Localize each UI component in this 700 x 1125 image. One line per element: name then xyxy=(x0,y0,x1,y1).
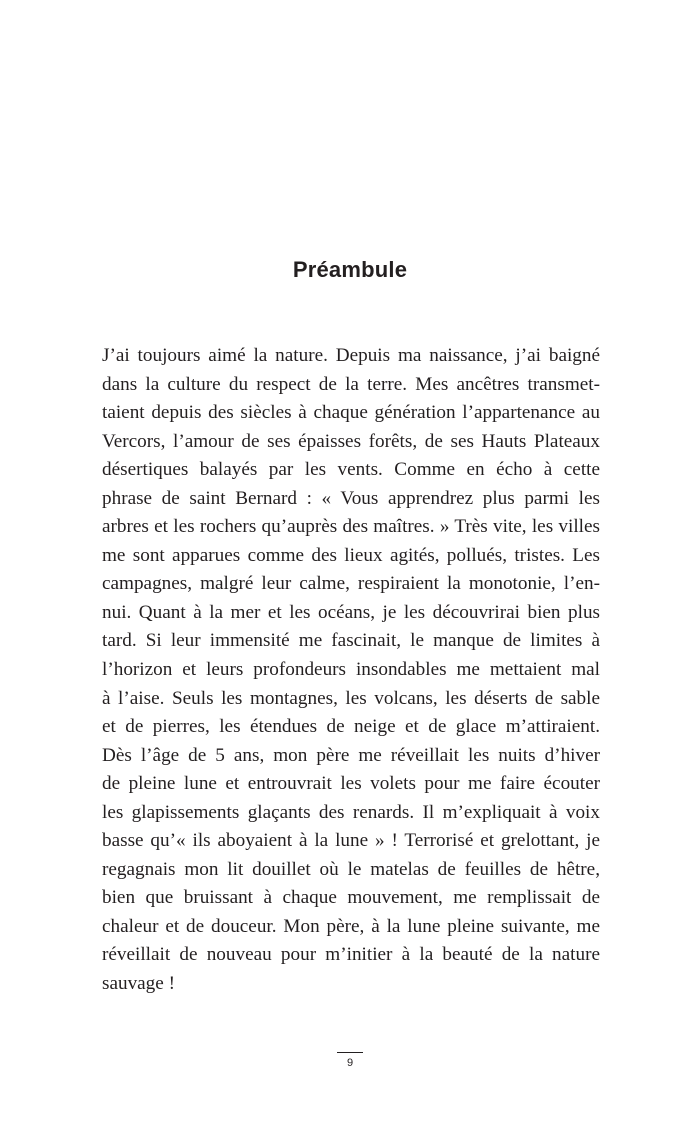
text-line: phrase de saint Bernard : « Vous apprendrez plus parmi les xyxy=(102,487,600,509)
page-number: 9 xyxy=(346,1057,354,1069)
text-line: réveillait de nouveau pour m’initier à la beauté de la nature xyxy=(102,944,600,966)
text-line: basse qu’« ils aboyaient à la lune » ! Terrorisé et grelottant, je xyxy=(102,830,600,852)
text-line: bien que bruissant à chaque mouvement, me remplissait de xyxy=(102,887,600,909)
text-line: désertiques balayés par les vents. Comme en écho à cette xyxy=(102,459,600,481)
text-line: l’horizon et leurs profondeurs insondables me mettaient mal xyxy=(102,659,600,681)
text-line: à l’aise. Seuls les montagnes, les volcans, les déserts de sable xyxy=(102,687,600,709)
text-line: les glapissements glaçants des renards. Il m’expliquait à voix xyxy=(102,801,600,823)
text-line: J’ai toujours aimé la nature. Depuis ma naissance, j’ai baigné xyxy=(102,345,600,366)
text-line: chaleur et de douceur. Mon père, à la lune pleine suivante, me xyxy=(102,915,600,937)
text-line: taient depuis des siècles à chaque génération l’appartenance au xyxy=(102,402,600,424)
text-line: de pleine lune et entrouvrait les volets pour me faire écouter xyxy=(102,773,600,795)
text-line: tard. Si leur immensité me fascinait, le manque de limites à xyxy=(102,630,600,652)
folio-rule xyxy=(337,1052,363,1053)
text-line: Vercors, l’amour de ses épaisses forêts, de ses Hauts Plateaux xyxy=(102,430,600,452)
text-line-last: sauvage ! xyxy=(102,973,175,995)
text-line: et de pierres, les étendues de neige et de glace m’attiraient. xyxy=(102,716,600,738)
text-line: arbres et les rochers qu’auprès des maîtres. » Très vite, les villes xyxy=(102,516,600,538)
body-paragraph xyxy=(102,342,600,999)
chapter-title: Préambule xyxy=(292,257,408,282)
text-line: me sont apparues comme des lieux agités, pollués, tristes. Les xyxy=(102,544,600,566)
text-line: Dès l’âge de 5 ans, mon père me réveillait les nuits d’hiver xyxy=(102,744,600,766)
text-line: nui. Quant à la mer et les océans, je les découvrirai bien plus xyxy=(102,601,600,623)
text-line: campagnes, malgré leur calme, respiraient la monotonie, l’en- xyxy=(102,573,600,595)
text-line: regagnais mon lit douillet où le matelas de feuilles de hêtre, xyxy=(102,858,600,880)
text-line: dans la culture du respect de la terre. Mes ancêtres transmet- xyxy=(102,373,600,395)
